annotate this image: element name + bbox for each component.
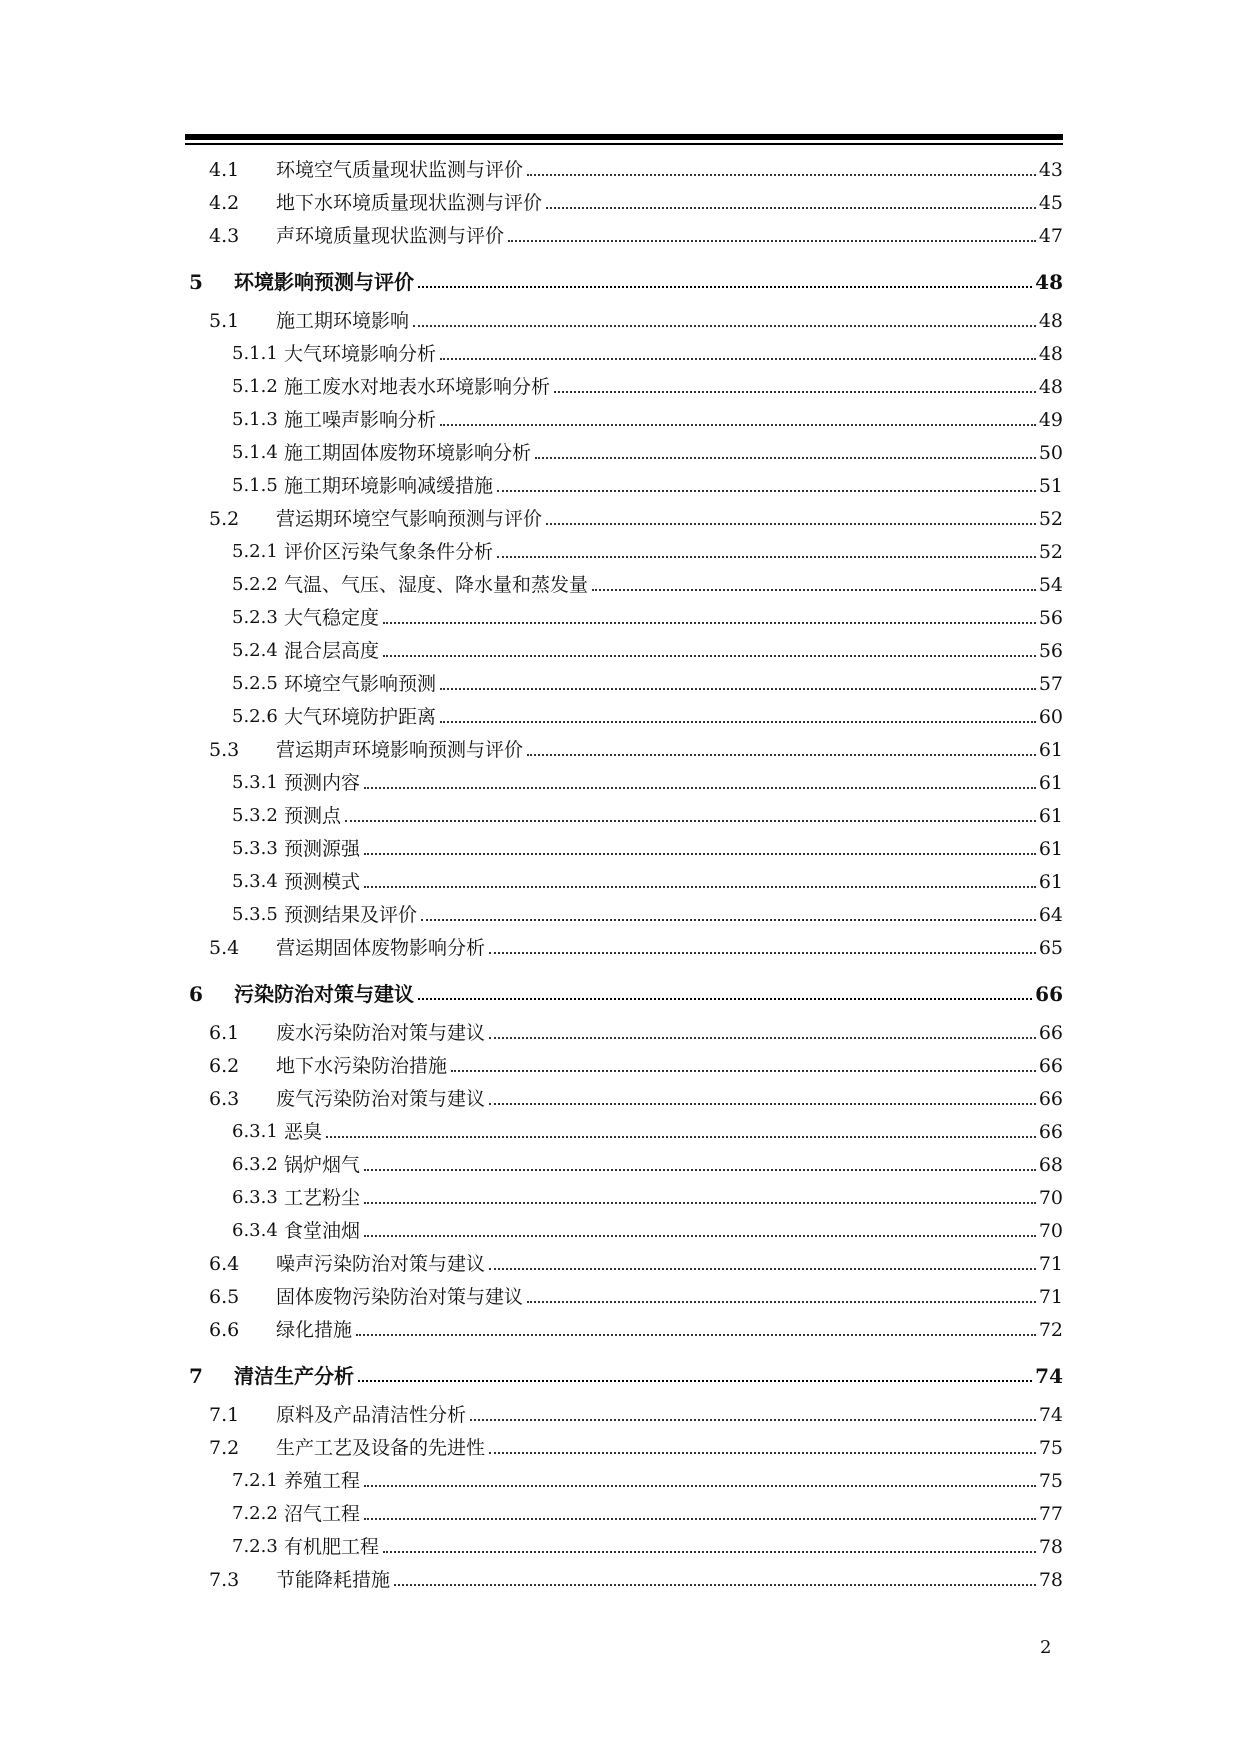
- toc-dot-leader: [592, 589, 1036, 591]
- toc-entry-number: 7: [189, 1364, 203, 1388]
- toc-entry-page: 66: [1038, 1121, 1063, 1143]
- toc-entry-number: 6.3.4: [232, 1220, 278, 1241]
- toc-subsection-row[interactable]: [185, 831, 1063, 864]
- toc-entry-number: 7.2.1: [232, 1470, 278, 1491]
- toc-entry-title: 施工噪声影响分析: [284, 409, 437, 431]
- toc-entry-title: 有机肥工程: [284, 1536, 380, 1558]
- toc-dot-leader: [418, 998, 1032, 1000]
- toc-entry-title: 原料及产品清洁性分析: [276, 1404, 467, 1426]
- toc-entry-page: 66: [1038, 1022, 1063, 1044]
- toc-dot-leader: [418, 286, 1032, 288]
- toc-entry-page: 61: [1038, 871, 1063, 893]
- toc-entry-title: 食堂油烟: [284, 1220, 361, 1242]
- toc-subsection-row[interactable]: [185, 1496, 1063, 1529]
- toc-entry-page: 47: [1038, 225, 1063, 247]
- toc-entry-title: 预测点: [284, 805, 342, 827]
- toc-dot-leader: [508, 240, 1036, 242]
- toc-subsection-row[interactable]: [185, 600, 1063, 633]
- toc-subsection-row[interactable]: [185, 1147, 1063, 1180]
- toc-dot-leader: [489, 1037, 1036, 1039]
- toc-entry-title: 恶臭: [284, 1121, 323, 1143]
- toc-dot-leader: [497, 556, 1036, 558]
- toc-entry-page: 48: [1038, 376, 1063, 398]
- toc-dot-leader: [383, 1551, 1036, 1553]
- toc-entry-page: 74: [1038, 1404, 1063, 1426]
- toc-entry-title: 清洁生产分析: [234, 1364, 354, 1388]
- toc-entry-page: 48: [1038, 310, 1063, 332]
- toc-entry-page: 70: [1038, 1220, 1063, 1242]
- toc-entry-title: 预测模式: [284, 871, 361, 893]
- toc-dot-leader: [527, 1301, 1036, 1303]
- toc-entry-page: 66: [1038, 1055, 1063, 1077]
- toc-subsection-row[interactable]: [185, 1114, 1063, 1147]
- toc-section-row[interactable]: [185, 1562, 1063, 1595]
- toc-entry-title: 养殖工程: [284, 1470, 361, 1492]
- toc-entry-page: 65: [1038, 937, 1063, 959]
- toc-entry-number: 5.4: [209, 937, 240, 959]
- toc-entry-page: 54: [1038, 574, 1063, 596]
- toc-entry-page: 75: [1038, 1437, 1063, 1459]
- toc-entry-number: 7.3: [209, 1569, 240, 1591]
- toc-entry-title: 大气环境影响分析: [284, 343, 437, 365]
- toc-entry-title: 污染防治对策与建议: [234, 982, 414, 1006]
- toc-entry-page: 71: [1038, 1286, 1063, 1308]
- toc-section-row[interactable]: [185, 218, 1063, 251]
- toc-entry-number: 6: [189, 982, 203, 1006]
- toc-entry-page: 48: [1038, 343, 1063, 365]
- toc-entry-title: 混合层高度: [284, 640, 380, 662]
- toc-section-row[interactable]: [185, 1279, 1063, 1312]
- toc-entry-page: 75: [1038, 1470, 1063, 1492]
- toc-entry-number: 5.2.6: [232, 706, 278, 727]
- toc-entry-number: 5: [189, 270, 203, 294]
- toc-subsection-row[interactable]: [185, 699, 1063, 732]
- toc-dot-leader: [364, 787, 1036, 789]
- header-rule-thin: [185, 143, 1063, 145]
- toc-entry-number: 5.1.2: [232, 376, 278, 397]
- toc-entry-page: 56: [1038, 640, 1063, 662]
- toc-entry-number: 7.2.2: [232, 1503, 278, 1524]
- toc-entry-title: 声环境质量现状监测与评价: [276, 225, 505, 247]
- toc-entry-number: 6.4: [209, 1253, 240, 1275]
- toc-entry-number: 5.1.4: [232, 442, 278, 463]
- table-of-contents: [185, 152, 1063, 1595]
- toc-entry-number: 4.1: [209, 159, 240, 181]
- toc-subsection-row[interactable]: [185, 1213, 1063, 1246]
- toc-dot-leader: [394, 1584, 1036, 1586]
- toc-entry-page: 56: [1038, 607, 1063, 629]
- toc-dot-leader: [497, 490, 1036, 492]
- toc-chapter-row[interactable]: [185, 1345, 1063, 1391]
- toc-entry-page: 66: [1038, 1088, 1063, 1110]
- toc-entry-page: 52: [1038, 541, 1063, 563]
- toc-entry-title: 施工废水对地表水环境影响分析: [284, 376, 551, 398]
- toc-entry-number: 5.2.1: [232, 541, 278, 562]
- toc-entry-page: 61: [1038, 772, 1063, 794]
- toc-entry-title: 固体废物污染防治对策与建议: [276, 1286, 524, 1308]
- toc-entry-title: 环境空气影响预测: [284, 673, 437, 695]
- toc-entry-title: 施工期环境影响: [276, 310, 410, 332]
- toc-entry-number: 5.1.3: [232, 409, 278, 430]
- toc-entry-page: 78: [1038, 1569, 1063, 1591]
- toc-dot-leader: [489, 1452, 1036, 1454]
- toc-entry-page: 70: [1038, 1187, 1063, 1209]
- toc-entry-title: 沼气工程: [284, 1503, 361, 1525]
- toc-section-row[interactable]: [185, 1430, 1063, 1463]
- toc-entry-number: 5.2: [209, 508, 240, 530]
- toc-entry-title: 工艺粉尘: [284, 1187, 361, 1209]
- toc-dot-leader: [489, 1103, 1036, 1105]
- toc-entry-title: 节能降耗措施: [276, 1569, 391, 1591]
- toc-dot-leader: [440, 424, 1036, 426]
- toc-dot-leader: [421, 919, 1036, 921]
- toc-dot-leader: [364, 1169, 1036, 1171]
- toc-section-row[interactable]: [185, 930, 1063, 963]
- toc-subsection-row[interactable]: [185, 765, 1063, 798]
- toc-subsection-row[interactable]: [185, 1463, 1063, 1496]
- toc-entry-title: 绿化措施: [276, 1319, 353, 1341]
- toc-entry-number: 7.2.3: [232, 1536, 278, 1557]
- toc-entry-page: 66: [1035, 982, 1063, 1006]
- toc-entry-title: 预测结果及评价: [284, 904, 418, 926]
- toc-entry-page: 52: [1038, 508, 1063, 530]
- toc-dot-leader: [364, 1202, 1036, 1204]
- toc-dot-leader: [364, 1485, 1036, 1487]
- toc-dot-leader: [440, 688, 1036, 690]
- toc-dot-leader: [356, 1334, 1036, 1336]
- toc-entry-title: 大气环境防护距离: [284, 706, 437, 728]
- toc-subsection-row[interactable]: [185, 666, 1063, 699]
- toc-entry-number: 6.2: [209, 1055, 240, 1077]
- toc-chapter-row[interactable]: [185, 251, 1063, 297]
- toc-entry-title: 预测内容: [284, 772, 361, 794]
- toc-entry-number: 6.3: [209, 1088, 240, 1110]
- toc-entry-title: 施工期环境影响减缓措施: [284, 475, 494, 497]
- toc-dot-leader: [489, 1268, 1036, 1270]
- toc-entry-title: 环境影响预测与评价: [234, 270, 414, 294]
- toc-entry-number: 6.3.3: [232, 1187, 278, 1208]
- toc-entry-number: 7.2: [209, 1437, 240, 1459]
- toc-entry-title: 地下水环境质量现状监测与评价: [276, 192, 543, 214]
- toc-entry-page: 43: [1038, 159, 1063, 181]
- toc-entry-page: 78: [1038, 1536, 1063, 1558]
- toc-entry-number: 5.3.2: [232, 805, 278, 826]
- toc-entry-number: 5.3.5: [232, 904, 278, 925]
- toc-entry-page: 64: [1038, 904, 1063, 926]
- toc-dot-leader: [326, 1136, 1036, 1138]
- toc-entry-number: 5.1.1: [232, 343, 278, 364]
- toc-dot-leader: [527, 754, 1036, 756]
- toc-dot-leader: [527, 174, 1036, 176]
- toc-chapter-row[interactable]: [185, 963, 1063, 1009]
- toc-entry-number: 6.1: [209, 1022, 240, 1044]
- toc-entry-title: 废水污染防治对策与建议: [276, 1022, 486, 1044]
- toc-dot-leader: [440, 358, 1036, 360]
- toc-entry-title: 营运期声环境影响预测与评价: [276, 739, 524, 761]
- toc-dot-leader: [470, 1419, 1036, 1421]
- toc-entry-title: 废气污染防治对策与建议: [276, 1088, 486, 1110]
- toc-section-row[interactable]: [185, 1312, 1063, 1345]
- toc-section-row[interactable]: [185, 152, 1063, 185]
- toc-entry-title: 营运期固体废物影响分析: [276, 937, 486, 959]
- toc-entry-page: 61: [1038, 838, 1063, 860]
- toc-entry-page: 48: [1035, 270, 1063, 294]
- toc-entry-number: 4.3: [209, 225, 240, 247]
- toc-entry-page: 74: [1035, 1364, 1063, 1388]
- toc-entry-title: 大气稳定度: [284, 607, 380, 629]
- toc-entry-number: 6.3.1: [232, 1121, 278, 1142]
- toc-entry-page: 61: [1038, 805, 1063, 827]
- toc-entry-title: 锅炉烟气: [284, 1154, 361, 1176]
- toc-subsection-row[interactable]: [185, 468, 1063, 501]
- toc-section-row[interactable]: [185, 1397, 1063, 1430]
- toc-subsection-row[interactable]: [185, 1529, 1063, 1562]
- toc-subsection-row[interactable]: [185, 336, 1063, 369]
- toc-entry-title: 环境空气质量现状监测与评价: [276, 159, 524, 181]
- toc-entry-title: 噪声污染防治对策与建议: [276, 1253, 486, 1275]
- toc-entry-number: 6.6: [209, 1319, 240, 1341]
- toc-entry-number: 5.2.4: [232, 640, 278, 661]
- toc-entry-number: 7.1: [209, 1404, 240, 1426]
- toc-subsection-row[interactable]: [185, 864, 1063, 897]
- toc-section-row[interactable]: [185, 1081, 1063, 1114]
- header-rule-thick: [185, 134, 1063, 140]
- toc-subsection-row[interactable]: [185, 897, 1063, 930]
- toc-entry-page: 45: [1038, 192, 1063, 214]
- toc-entry-page: 50: [1038, 442, 1063, 464]
- toc-dot-leader: [364, 853, 1036, 855]
- toc-entry-page: 77: [1038, 1503, 1063, 1525]
- toc-section-row[interactable]: [185, 303, 1063, 336]
- toc-dot-leader: [451, 1070, 1036, 1072]
- toc-dot-leader: [546, 523, 1036, 525]
- toc-dot-leader: [554, 391, 1036, 393]
- toc-section-row[interactable]: [185, 185, 1063, 218]
- toc-entry-page: 60: [1038, 706, 1063, 728]
- toc-entry-number: 5.2.3: [232, 607, 278, 628]
- toc-entry-number: 5.1: [209, 310, 240, 332]
- toc-section-row[interactable]: [185, 732, 1063, 765]
- toc-subsection-row[interactable]: [185, 534, 1063, 567]
- toc-section-row[interactable]: [185, 501, 1063, 534]
- toc-entry-number: 6.5: [209, 1286, 240, 1308]
- toc-dot-leader: [413, 325, 1036, 327]
- toc-dot-leader: [489, 952, 1036, 954]
- toc-entry-number: 5.2.2: [232, 574, 278, 595]
- toc-dot-leader: [546, 207, 1036, 209]
- toc-entry-page: 71: [1038, 1253, 1063, 1275]
- toc-entry-number: 5.1.5: [232, 475, 278, 496]
- toc-entry-number: 5.3.3: [232, 838, 278, 859]
- toc-entry-title: 生产工艺及设备的先进性: [276, 1437, 486, 1459]
- page-number: 2: [1040, 1637, 1052, 1658]
- toc-entry-number: 4.2: [209, 192, 240, 214]
- toc-subsection-row[interactable]: [185, 435, 1063, 468]
- toc-subsection-row[interactable]: [185, 633, 1063, 666]
- toc-subsection-row[interactable]: [185, 369, 1063, 402]
- toc-dot-leader: [358, 1380, 1032, 1382]
- toc-entry-number: 5.2.5: [232, 673, 278, 694]
- toc-entry-title: 预测源强: [284, 838, 361, 860]
- toc-dot-leader: [440, 721, 1036, 723]
- toc-entry-number: 5.3: [209, 739, 240, 761]
- toc-subsection-row[interactable]: [185, 1180, 1063, 1213]
- toc-dot-leader: [535, 457, 1036, 459]
- toc-entry-page: 72: [1038, 1319, 1063, 1341]
- toc-dot-leader: [383, 655, 1036, 657]
- toc-entry-page: 57: [1038, 673, 1063, 695]
- toc-subsection-row[interactable]: [185, 402, 1063, 435]
- toc-entry-page: 51: [1038, 475, 1063, 497]
- toc-entry-number: 6.3.2: [232, 1154, 278, 1175]
- toc-entry-page: 61: [1038, 739, 1063, 761]
- toc-entry-page: 68: [1038, 1154, 1063, 1176]
- toc-dot-leader: [364, 886, 1036, 888]
- toc-section-row[interactable]: [185, 1246, 1063, 1279]
- toc-subsection-row[interactable]: [185, 798, 1063, 831]
- toc-entry-title: 营运期环境空气影响预测与评价: [276, 508, 543, 530]
- toc-dot-leader: [383, 622, 1036, 624]
- toc-entry-title: 评价区污染气象条件分析: [284, 541, 494, 563]
- toc-entry-number: 5.3.4: [232, 871, 278, 892]
- toc-dot-leader: [345, 820, 1036, 822]
- toc-section-row[interactable]: [185, 1048, 1063, 1081]
- toc-subsection-row[interactable]: [185, 567, 1063, 600]
- toc-entry-title: 气温、气压、湿度、降水量和蒸发量: [284, 574, 589, 596]
- toc-entry-title: 地下水污染防治措施: [276, 1055, 448, 1077]
- toc-dot-leader: [364, 1235, 1036, 1237]
- toc-entry-number: 5.3.1: [232, 772, 278, 793]
- toc-entry-title: 施工期固体废物环境影响分析: [284, 442, 532, 464]
- toc-dot-leader: [364, 1518, 1036, 1520]
- toc-entry-page: 49: [1038, 409, 1063, 431]
- toc-section-row[interactable]: [185, 1015, 1063, 1048]
